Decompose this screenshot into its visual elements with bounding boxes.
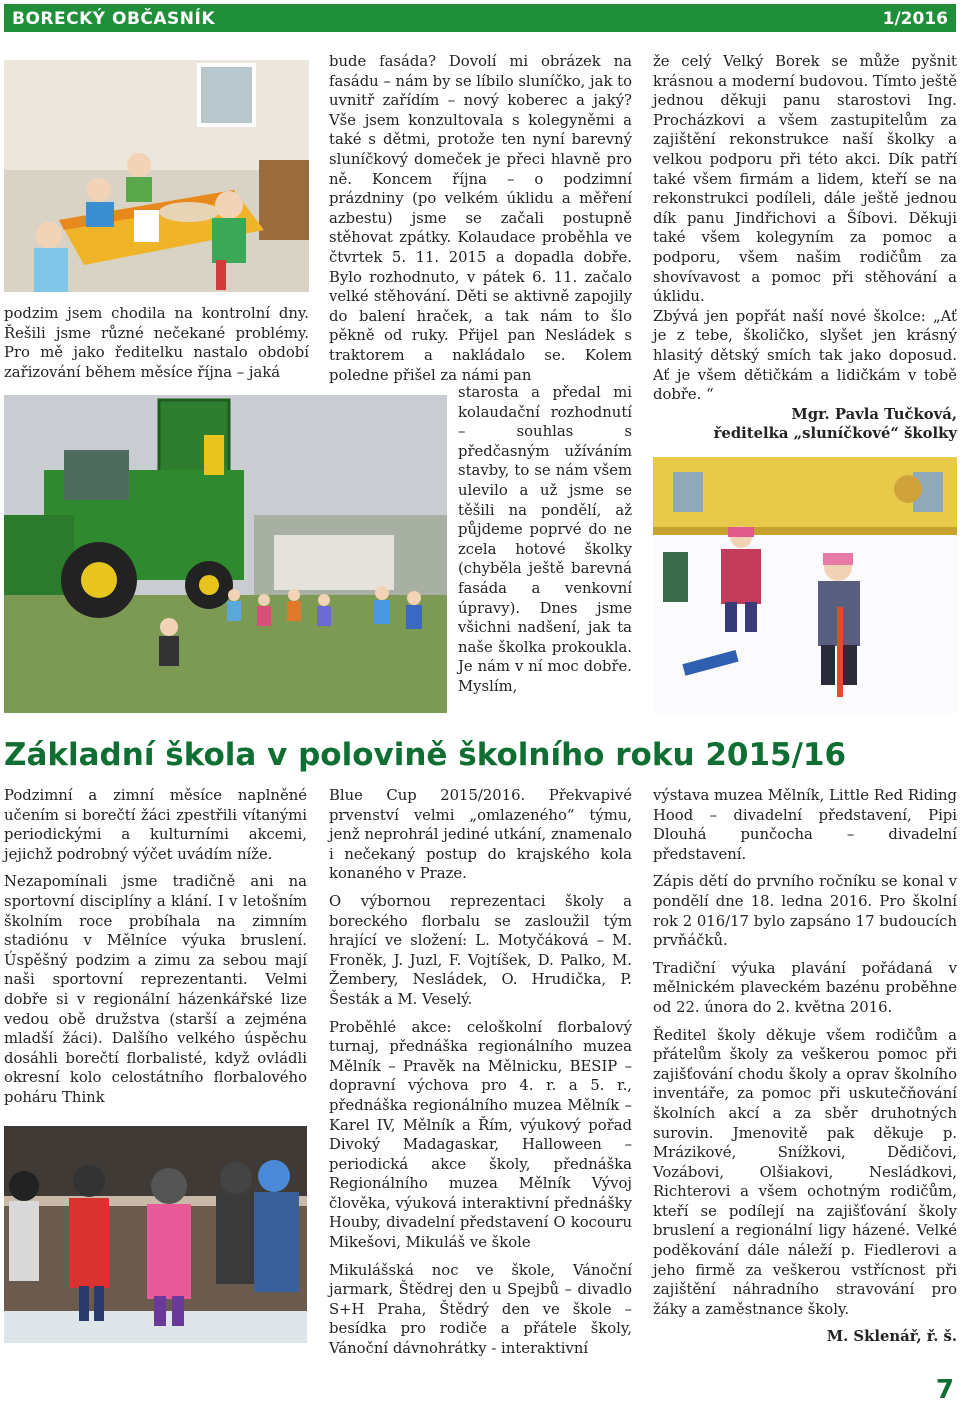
article2-col3-p2: Zápis dětí do prvního ročníku se konal v pondělí dne 18. ledna 2016. Pro školní rok 2 016/17 bylo zapsáno 17 budoucích prvňáčků.: [653, 873, 957, 950]
article1-col3-p2: Zbývá jen popřát naší nové školce: „Ať je z tebe, školičko, slyšet jen krásný hlasitý dětský smích tak jako doposud. Ať je všem dětičkám a lidičkám v tobě dobře. “: [653, 307, 957, 404]
article1-col3: [653, 52, 957, 444]
signature-role: ředitelka „sluníčkové“ školky: [713, 425, 957, 443]
article2-col3: [653, 786, 957, 1347]
article2-title: Základní škola v polovině školního roku 2015/16: [4, 737, 847, 773]
article1-col2-top: bude fasáda? Dovolí mi obrázek na fasádu – nám by se líbilo sluníčko, jak to uvnitř zařídím – nový koberec a jaký? Vše jsem konzultovala s kolegyněmi a také s dětmi, protože ten nyní barevný sluníčkový domeček je přeci hlavně pro ně. Koncem října – o podzimní prázdniny (po velkém úklidu a měření azbestu) jsme se začali postupně stěhovat zpátky. Kolaudace proběhla ve čtvrtek 5. 11. 2015 a dopadla dobře. Bylo rozhodnuto, v pátek 6. 11. začalo velké stěhování. Děti se aktivně zapojily do balení hraček, a tak nám to šlo pěkně od ruky. Přijel pan Nesládek s traktorem a nakládalo se. Kolem poledne přišel za námi pan: [329, 53, 632, 384]
article2-col2-p2: O výbornou reprezentaci školy a boreckého florbalu se zasloužil tým hrající ve složení: L. Motyčáková – M. Froněk, J. Juzl, F. Vojtíšek, D. Palko, M. Žembery, Nesládek, O. Hrudička, P. Šesták a M. Veselý.: [329, 892, 632, 1008]
article2-col1: [4, 786, 307, 1116]
article2-col2-p1: Blue Cup 2015/2016. Překvapivé prvenství velmi „omlazeného“ týmu, jenž neprohrál jediné utkání, znamenalo i nečekaný postup do krajského kola konaného v Praze.: [329, 787, 632, 883]
issue-number: 1/2016: [882, 9, 948, 29]
photo-skating-kids: [4, 1126, 307, 1343]
article2-col2: [329, 786, 632, 1367]
article2-col3-p3: Tradiční výuka plavání pořádaná v mělnickém plaveckém bazénu proběhne od 22. února do 2. května 2016.: [653, 959, 957, 1016]
photo-winter-kids: [653, 457, 957, 713]
article1-col2-narrow: starosta a předal mi kolaudační rozhodnutí – souhlas s předčasným užíváním stavby, to se nám všem ulevilo a už jsme se těšili na pondělí, až půjdeme poprvé do ne zcela hotové školky (chyběla ještě barevná fasáda a venkovní úpravy). Dnes jsme všichni nadšení, jak ta naše školka prokoukla. Je nám v ní moc dobře. Myslím,: [458, 384, 632, 695]
photo-combine-harvester: [4, 395, 447, 713]
newsletter-title: BORECKÝ OBČASNÍK: [12, 9, 216, 29]
photo-children-table: [4, 60, 309, 292]
article2-col2-p4: Mikulášská noc ve škole, Vánoční jarmark, Štědrej den u Spejbů – divadlo S+H Praha, Štědrý den ve škole – besídka pro rodiče a přátele školy, Vánoční dávnohrátky - interaktivní: [329, 1261, 632, 1358]
signature-name: Mgr. Pavla Tučková,: [791, 405, 957, 423]
page-header: [4, 4, 956, 32]
article2-col3-p1: výstava muzea Mělník, Little Red Riding Hood – divadelní představení, Pipi Dlouhá punčocha – divadelní představení.: [653, 787, 957, 863]
article2-col1-p2: Nezapomínali jsme tradičně ani na sportovní disciplíny a klání. I v letošním školním roce probíhala na zimním stadiónu v Mělníce výuka bruslení. Úspěšný podzim a zimu za sebou mají naši sportovní reprezentanti. Velmi dobře si v regionální házenkářské lize vedou obě družstva (starší a zejména mladší žáci). Dalšího velkého úspěchu dosáhli borečtí florbalisté, když ovládli okresní kolo celostátního florbalového poháru Think: [4, 873, 307, 1106]
article1-col1-text: podzim jsem chodila na kontrolní dny. Řešili jsme různé nečekané problémy. Pro mě jako ředitelku nastalo období zařizování během měsíce října – jaká: [4, 305, 309, 381]
article2-col3-p4: Ředitel školy děkuje všem rodičům a přátelům školy za veškerou pomoc při zajišťování chodu školy a oprav školního inventáře, za pomoc při uskutečňování školních akcí a za sběr druhotných surovin. Jmenovitě pak děkuje p. Mrázikové, Snížkovi, Dědičovi, Vozábovi, Olšiakovi, Nesládkovi, Richterovi a všem ochotným rodičům, kteří se podílejí na zajišťování školy bruslení a regionální ligy házené. Velké poděkování dále náleží p. Fiedlerovi a jeho firmě za veškerou vstřícnost při zajištění náhradního stravování pro žáky a zaměstnance školy.: [653, 1026, 957, 1318]
article2-signature: M. Sklenář, ř. š.: [826, 1328, 957, 1346]
page-number: 7: [935, 1375, 954, 1405]
article1-col3-p1: že celý Velký Borek se může pyšnit krásnou a moderní budovou. Tímto ještě jednou děkuji panu starostovi Ing. Procházkovi a všem zastupitelům za zajištění rekonstrukce naší školky a velkou podporu při této akci. Dík patří také všem firmám a lidem, kteří se na rekonstrukci podíleli, dále ještě jednou dík panu Jindřichovi a Šíbovi. Děkuji také všem kolegyním za pomoc a podporu, všem našim rodičům za shovívavost a pomoc při stěhování a úklidu.: [653, 53, 957, 306]
article2-col2-p3: Proběhlé akce: celoškolní florbalový turnaj, přednáška regionálního muzea Mělník – Pravěk na Mělnicku, BESIP – dopravní výchova pro 4. r. a 5. r., přednáška regionálního muzea Mělník – Karel IV, Mělník a Řím, výukový pořad Divoký Madagaskar, Halloween – periodická akce školy, přednáška Regionálního muzea Mělník Vývoj člověka, výuková interaktivní přednášky Houby, divadelní představení O kocouru Mikešovi, Mikuláš ve škole: [329, 1018, 632, 1252]
article2-col1-p1: Podzimní a zimní měsíce naplněné učením si borečtí žáci zpestřili vítanými periodickými a kulturními akcemi, jejichž podrobný výčet uvádím níže.: [4, 787, 307, 863]
